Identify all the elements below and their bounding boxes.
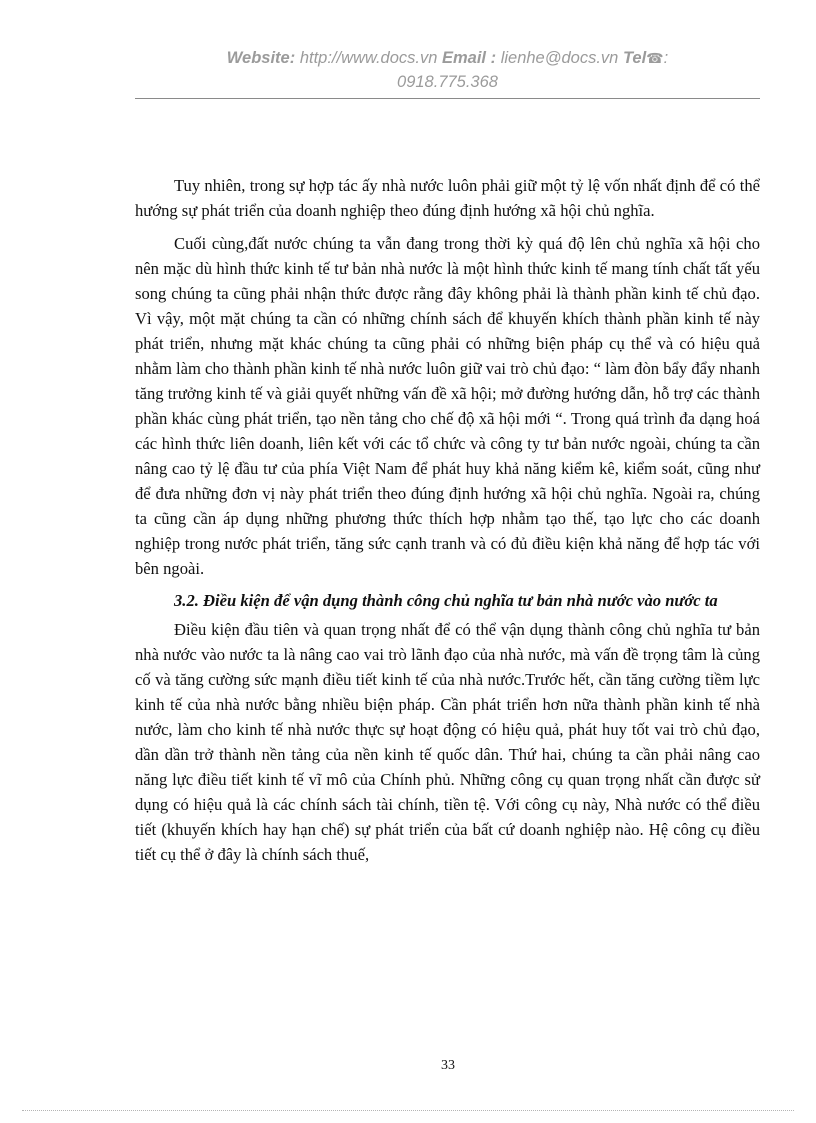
document-body	[135, 173, 760, 875]
website-url[interactable]: http://www.docs.vn	[299, 49, 438, 67]
header-line-1	[135, 46, 760, 70]
tel-separator: :	[663, 49, 669, 67]
section-heading: 3.2. Điều kiện để vận dụng thành công chủ nghĩa tư bản nhà nước vào nước ta	[174, 591, 718, 610]
footer-divider	[22, 1110, 794, 1111]
email-value[interactable]: lienhe@docs.vn	[500, 49, 619, 67]
header-line-2	[135, 70, 760, 94]
tel-value: 0918.775.368	[397, 73, 498, 91]
website-label: Website:	[226, 49, 296, 67]
phone-icon: ☎	[646, 50, 664, 66]
email-label: Email :	[441, 49, 497, 67]
paragraph-1: Tuy nhiên, trong sự hợp tác ấy nhà nước luôn phải giữ một tỷ lệ vốn nhất định để có thể hướng sự phát triển của doanh nghiệp theo đúng định hướng xã hội chủ nghĩa.	[135, 176, 760, 220]
tel-label: Tel	[622, 49, 647, 67]
page-header	[135, 46, 760, 99]
page-number: 33	[441, 1058, 455, 1073]
paragraph-3: Điều kiện đầu tiên và quan trọng nhất để có thể vận dụng thành công chủ nghĩa tư bản nhà nước vào nước ta là nâng cao vai trò lãnh đạo của nhà nước, mà vấn đề trọng tâm là củng cố và tăng cường sức mạnh điều tiết kinh tế của nhà nước.Trước hết, cần tăng cường tiềm lực kinh tế của nhà nước bằng nhiều biện pháp. Cần phát triển hơn nữa thành phần kinh tế nhà nước, làm cho kinh tế nhà nước thực sự hoạt động có hiệu quả, phát huy tốt vai trò chủ đạo, dần dần trở thành nền tảng của nền kinh tế quốc dân. Thứ hai, chúng ta cần phải nâng cao năng lực điều tiết kinh tế vĩ mô của Chính phủ. Những công cụ quan trọng nhất cần được sử dụng có hiệu quả là các chính sách tài chính, tiền tệ. Với công cụ này, Nhà nước có thể điều tiết (khuyến khích hay hạn chế) sự phát triển của bất cứ doanh nghiệp nào. Hệ công cụ điều tiết cụ thể ở đây là chính sách thuế,	[135, 620, 760, 864]
paragraph-2: Cuối cùng,đất nước chúng ta vẫn đang trong thời kỳ quá độ lên chủ nghĩa xã hội cho nên mặc dù hình thức kinh tế tư bản nhà nước là một hình thức kinh tế mang tính chất tất yếu song chúng ta cũng phải nhận thức được rằng đây không phải là thành phần kinh tế chủ đạo. Vì vậy, một mặt chúng ta cần có những chính sách để khuyến khích thành phần kinh tế này phát triển, nhưng mặt khác chúng ta cũng phải có những biện pháp cụ thể và có hiệu quả nhằm làm cho thành phần kinh tế nhà nước luôn giữ vai trò chủ đạo: “ làm đòn bẩy đẩy nhanh tăng trưởng kinh tế và giải quyết những vấn đề xã hội; mở đường hướng dẫn, hỗ trợ các thành phần khác cùng phát triển, tạo nền tảng cho chế độ xã hội mới “. Trong quá trình đa dạng hoá các hình thức liên doanh, liên kết với các tổ chức và công ty tư bản nước ngoài, chúng ta cần nâng cao tỷ lệ đầu tư của phía Việt Nam để phát huy khả năng kiểm kê, kiểm soát, cũng như để đưa những đơn vị này phát triển theo đúng định hướng xã hội chủ nghĩa. Ngoài ra, chúng ta cũng cần áp dụng những phương thức thích hợp nhằm tạo thế, tạo lực cho các doanh nghiệp trong nước phát triển, tăng sức cạnh tranh và có đủ điều kiện khả năng để hợp tác với bên ngoài.	[135, 234, 760, 578]
